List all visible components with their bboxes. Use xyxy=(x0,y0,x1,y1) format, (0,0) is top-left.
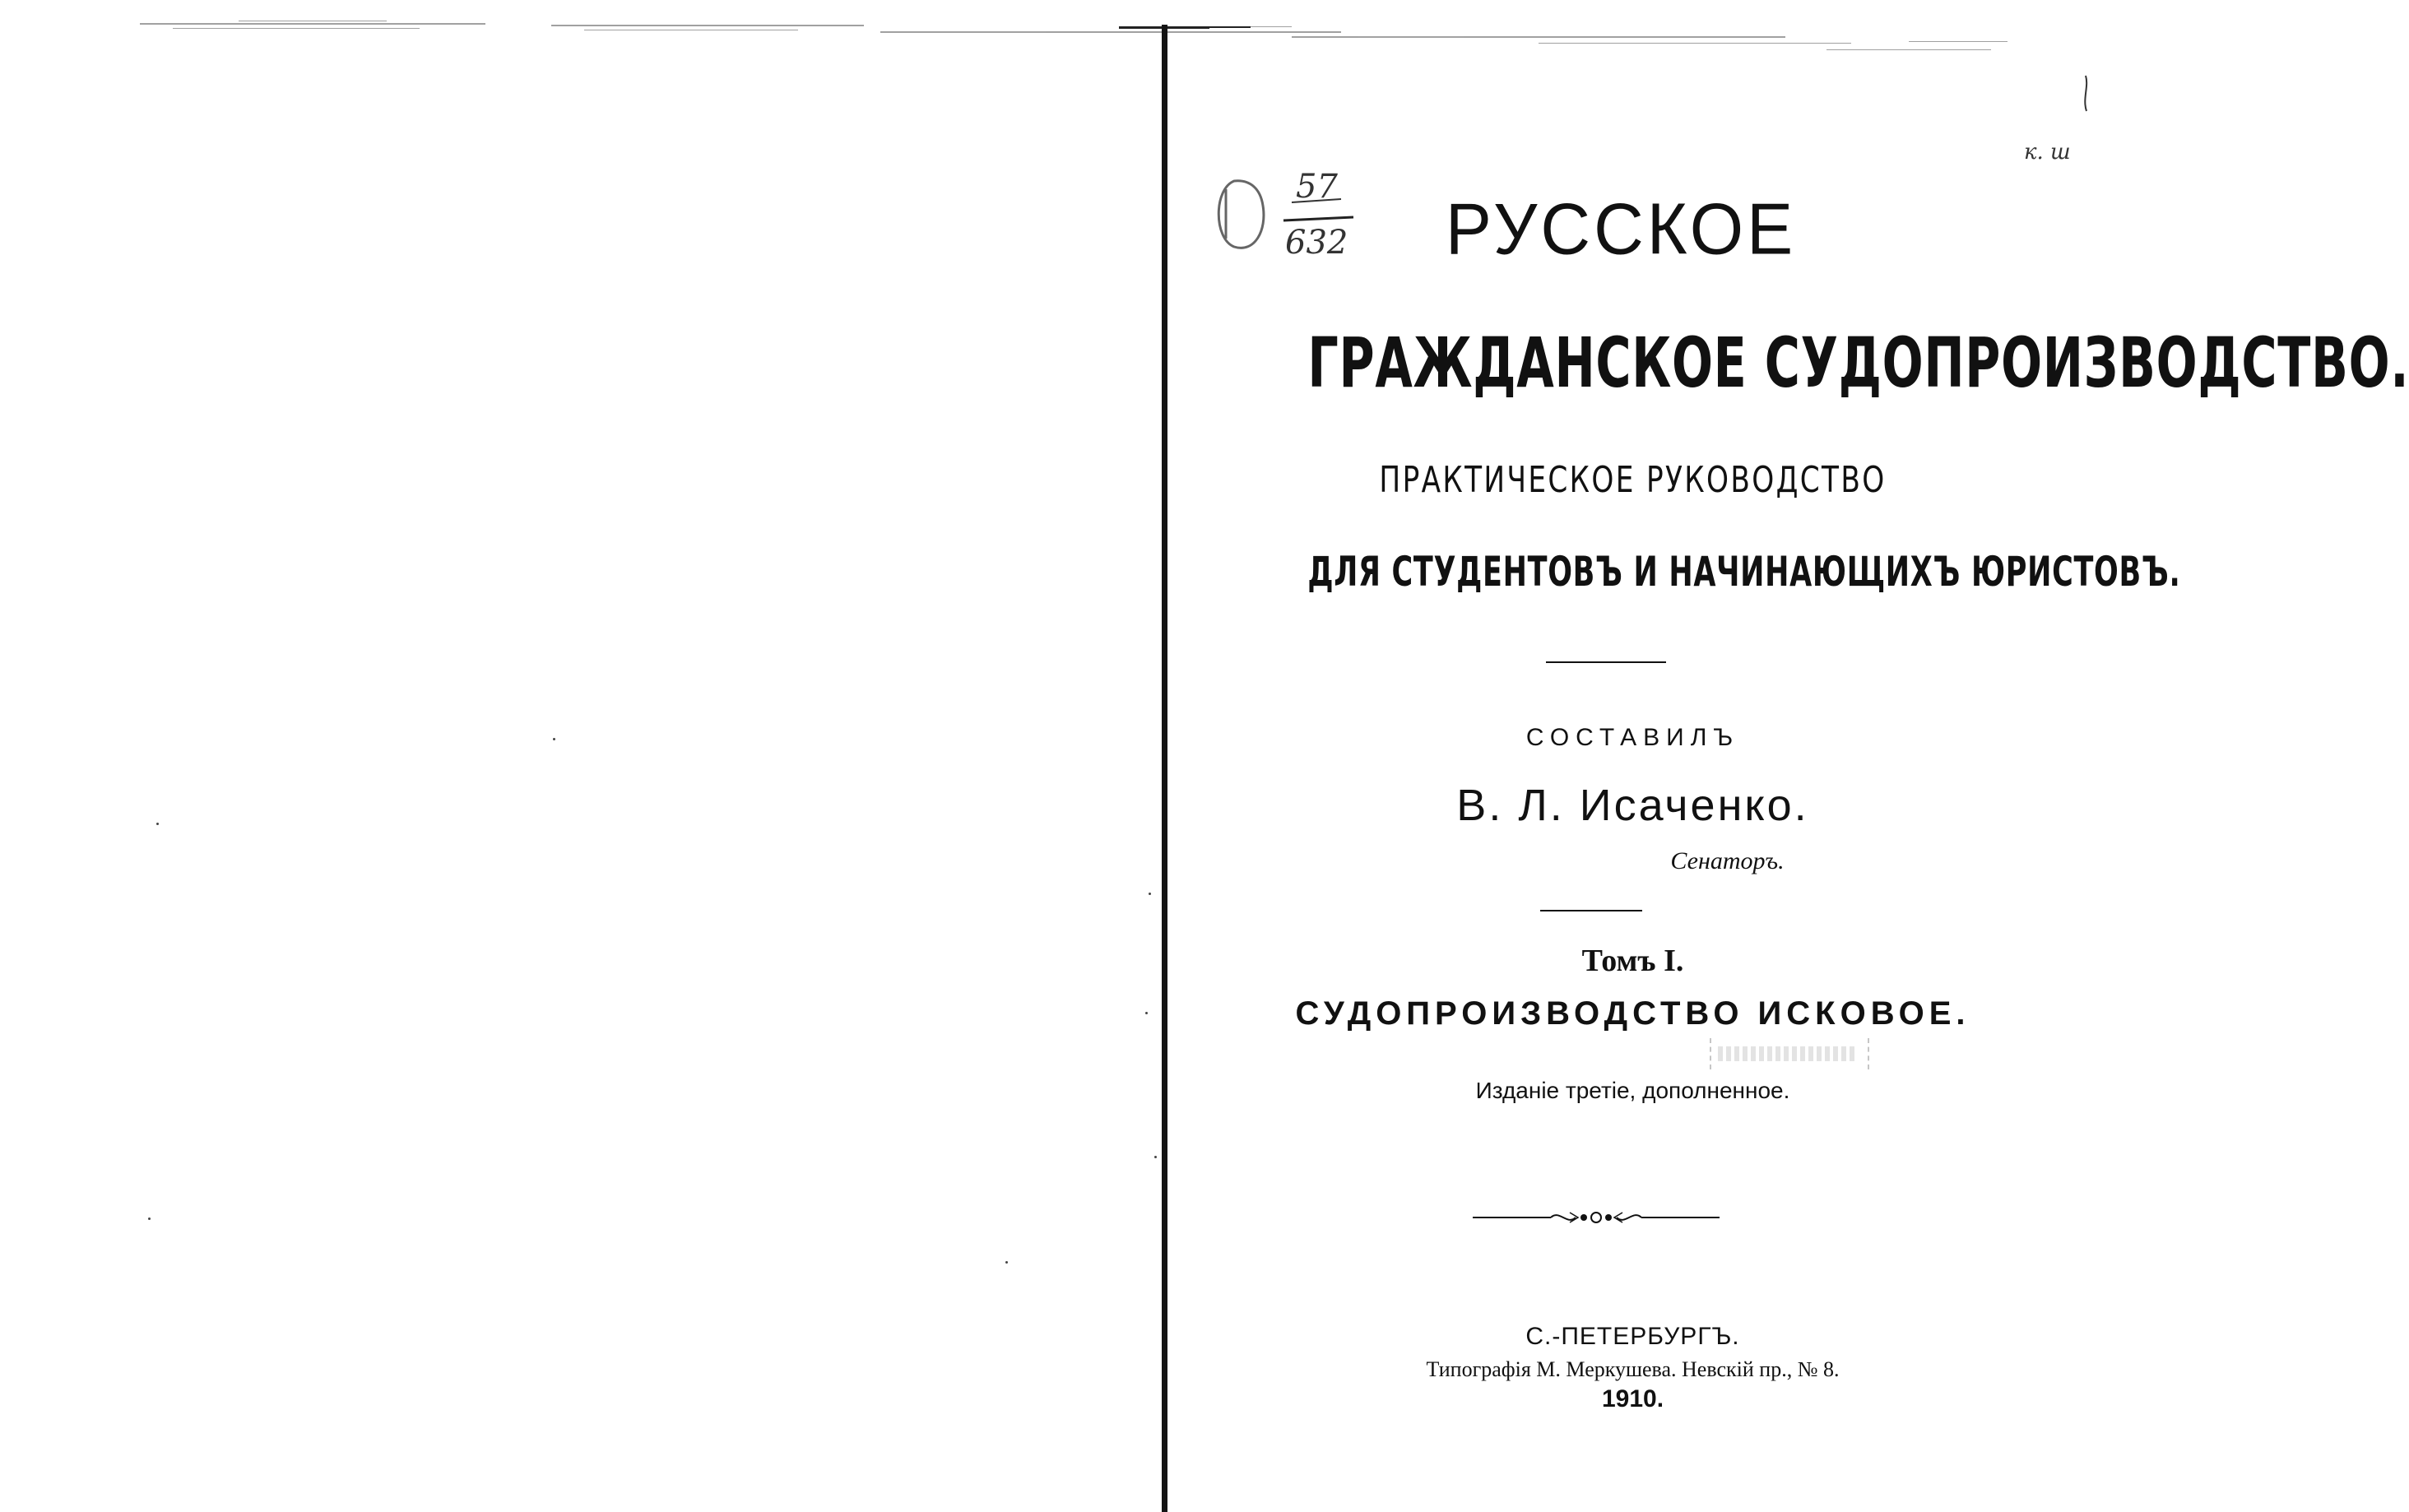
author-role: Сенаторъ. xyxy=(1670,847,1785,874)
speck xyxy=(156,823,159,825)
edition-note: Изданіе третіе, дополненное. xyxy=(1475,1078,1790,1103)
ornamental-divider xyxy=(1473,1203,1720,1232)
speck xyxy=(1005,1261,1008,1264)
subtitle-line-1: ПРАКТИЧЕСКОЕ РУКОВОДСТВО xyxy=(1379,459,1887,501)
imprint-year: 1910. xyxy=(1601,1385,1664,1412)
svg-text:632: 632 xyxy=(1285,224,1348,262)
left-page-blank xyxy=(0,0,1160,1512)
divider-rule xyxy=(1540,910,1642,911)
title-page xyxy=(1168,0,2409,1512)
title-line-2: ГРАЖДАНСКОЕ СУДОПРОИЗВОДСТВО. xyxy=(1307,322,2409,403)
svg-text:57: 57 xyxy=(1296,168,1338,206)
volume-title: СУДОПРОИЗВОДСТВО ИСКОВОЕ. xyxy=(1295,995,1970,1032)
library-stamp xyxy=(1710,1038,1869,1069)
corner-handwritten-note: к. ш xyxy=(2024,140,2071,165)
speck xyxy=(1154,1156,1157,1158)
speck xyxy=(148,1217,151,1220)
book-gutter xyxy=(1162,25,1167,1512)
stamp-text-faded xyxy=(1718,1046,1858,1061)
composed-by-label: СОСТАВИЛЪ xyxy=(1525,724,1740,751)
speck xyxy=(1145,1012,1148,1014)
subtitle-line-2: ДЛЯ СТУДЕНТОВЪ И НАЧИНАЮЩИХЪ ЮРИСТОВЪ. xyxy=(1307,548,2181,596)
speck xyxy=(553,738,555,740)
imprint-city: С.-ПЕТЕРБУРГЪ. xyxy=(1525,1323,1740,1350)
author-name: В. Л. Исаченко. xyxy=(1456,781,1809,830)
volume-number: Томъ I. xyxy=(1581,944,1684,978)
title-line-1: РУССКОЕ xyxy=(1445,188,1797,270)
divider-rule xyxy=(1546,661,1666,663)
speck xyxy=(1149,893,1151,895)
imprint-printer: Типографія М. Меркушева. Невскій пр., № 8. xyxy=(1426,1357,1840,1381)
